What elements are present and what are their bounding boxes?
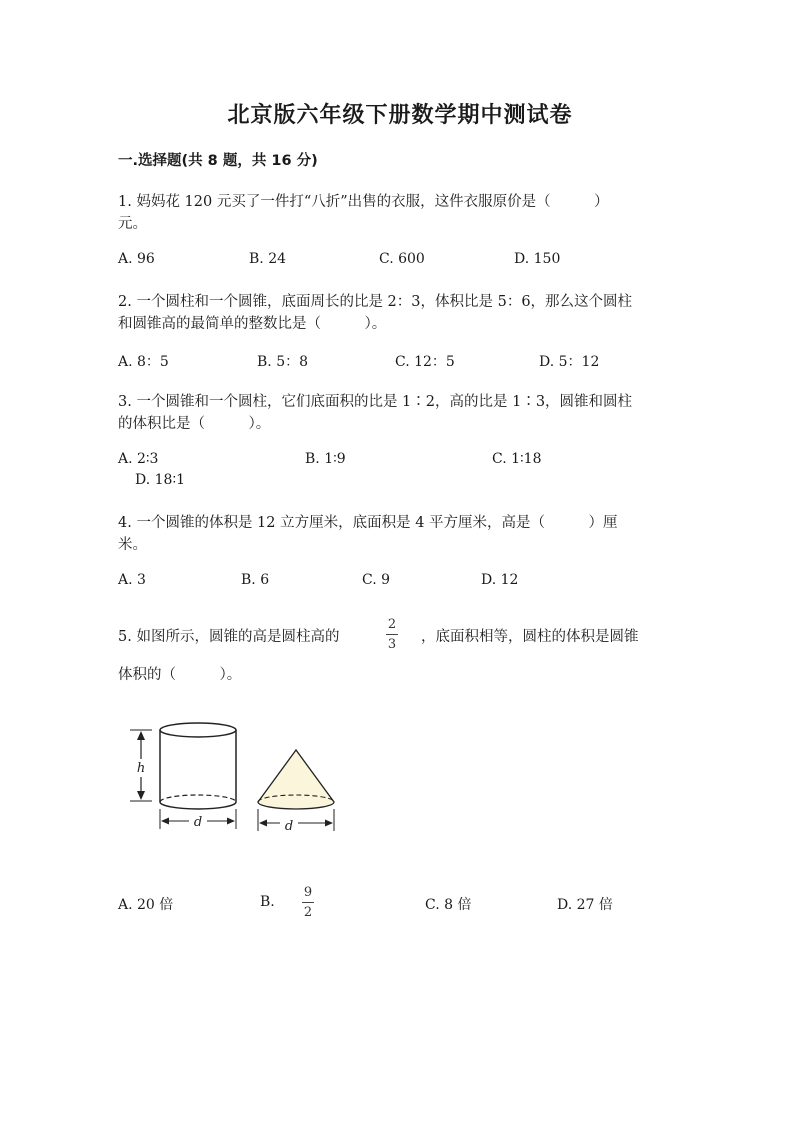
fraction-numerator: 9 [303, 885, 313, 900]
question-2-option-c[interactable]: C. 12：5 [395, 354, 455, 370]
fraction-denominator: 2 [303, 905, 313, 920]
page-title: 北京版六年级下册数学期中测试卷 [227, 103, 573, 128]
question-5-option-a[interactable]: A. 20 倍 [118, 897, 174, 913]
cylinder-shape [160, 723, 236, 809]
question-5-line-1a: 5. 如图所示，圆锥的高是圆柱高的 [118, 629, 340, 645]
question-3-option-a[interactable]: A. 2∶3 [118, 451, 159, 467]
cylinder-cone-figure [118, 715, 348, 840]
question-2-option-b[interactable]: B. 5：8 [257, 354, 309, 370]
question-4-option-c[interactable]: C. 9 [362, 572, 391, 588]
question-1-line-1: 1. 妈妈花 120 元买了一件打“八折”出售的衣服，这件衣服原价是（ ） [118, 194, 609, 210]
fraction-denominator: 3 [387, 637, 397, 652]
question-3-option-b[interactable]: B. 1∶9 [305, 451, 346, 467]
section-heading: 一.选择题(共 8 题，共 16 分) [118, 153, 318, 169]
question-5-option-b[interactable]: B. [260, 894, 275, 910]
question-1-option-c[interactable]: C. 600 [379, 251, 425, 267]
question-3-option-c[interactable]: C. 1∶18 [492, 451, 542, 467]
question-1-option-b[interactable]: B. 24 [249, 251, 287, 267]
height-label: h [136, 761, 146, 776]
question-4-option-d[interactable]: D. 12 [481, 572, 519, 588]
question-2-line-2: 和圆锥高的最简单的整数比是（ ）。 [118, 316, 387, 332]
question-4-option-b[interactable]: B. 6 [241, 572, 270, 588]
question-5-option-d[interactable]: D. 27 倍 [557, 897, 613, 913]
question-1-option-d[interactable]: D. 150 [514, 251, 561, 267]
question-2-option-a[interactable]: A. 8：5 [118, 354, 169, 370]
question-1-option-a[interactable]: A. 96 [118, 251, 155, 267]
question-3-option-d[interactable]: D. 18∶1 [135, 472, 185, 488]
question-4-line-2: 米。 [118, 537, 147, 553]
question-2-line-1: 2. 一个圆柱和一个圆锥，底面周长的比是 2：3，体积比是 5：6，那么这个圆柱 [118, 294, 633, 310]
cone-shape [258, 750, 334, 809]
question-3-line-1: 3. 一个圆锥和一个圆柱，它们底面积的比是 1∶2，高的比是 1∶3，圆锥和圆柱 [118, 394, 633, 410]
cone-diameter-label: d [284, 819, 294, 834]
fraction-bar [386, 634, 398, 635]
question-4-line-1: 4. 一个圆锥的体积是 12 立方厘米，底面积是 4 平方厘米，高是（ ）厘 [118, 515, 618, 531]
question-2-option-d[interactable]: D. 5：12 [539, 354, 600, 370]
fraction-bar [302, 902, 314, 903]
question-1-line-2: 元。 [118, 216, 147, 232]
question-5-option-b-fraction [302, 886, 314, 919]
question-5-line-2: 体积的（ ）。 [118, 667, 242, 683]
question-5-option-c[interactable]: C. 8 倍 [425, 897, 472, 913]
question-4-option-a[interactable]: A. 3 [118, 572, 146, 588]
question-5-line-1b: ，底面积相等，圆柱的体积是圆锥 [421, 629, 639, 645]
fraction-numerator: 2 [387, 617, 397, 632]
question-3-line-2: 的体积比是（ ）。 [118, 416, 271, 432]
cylinder-diameter-label: d [193, 815, 203, 830]
question-5-fraction [386, 618, 398, 651]
